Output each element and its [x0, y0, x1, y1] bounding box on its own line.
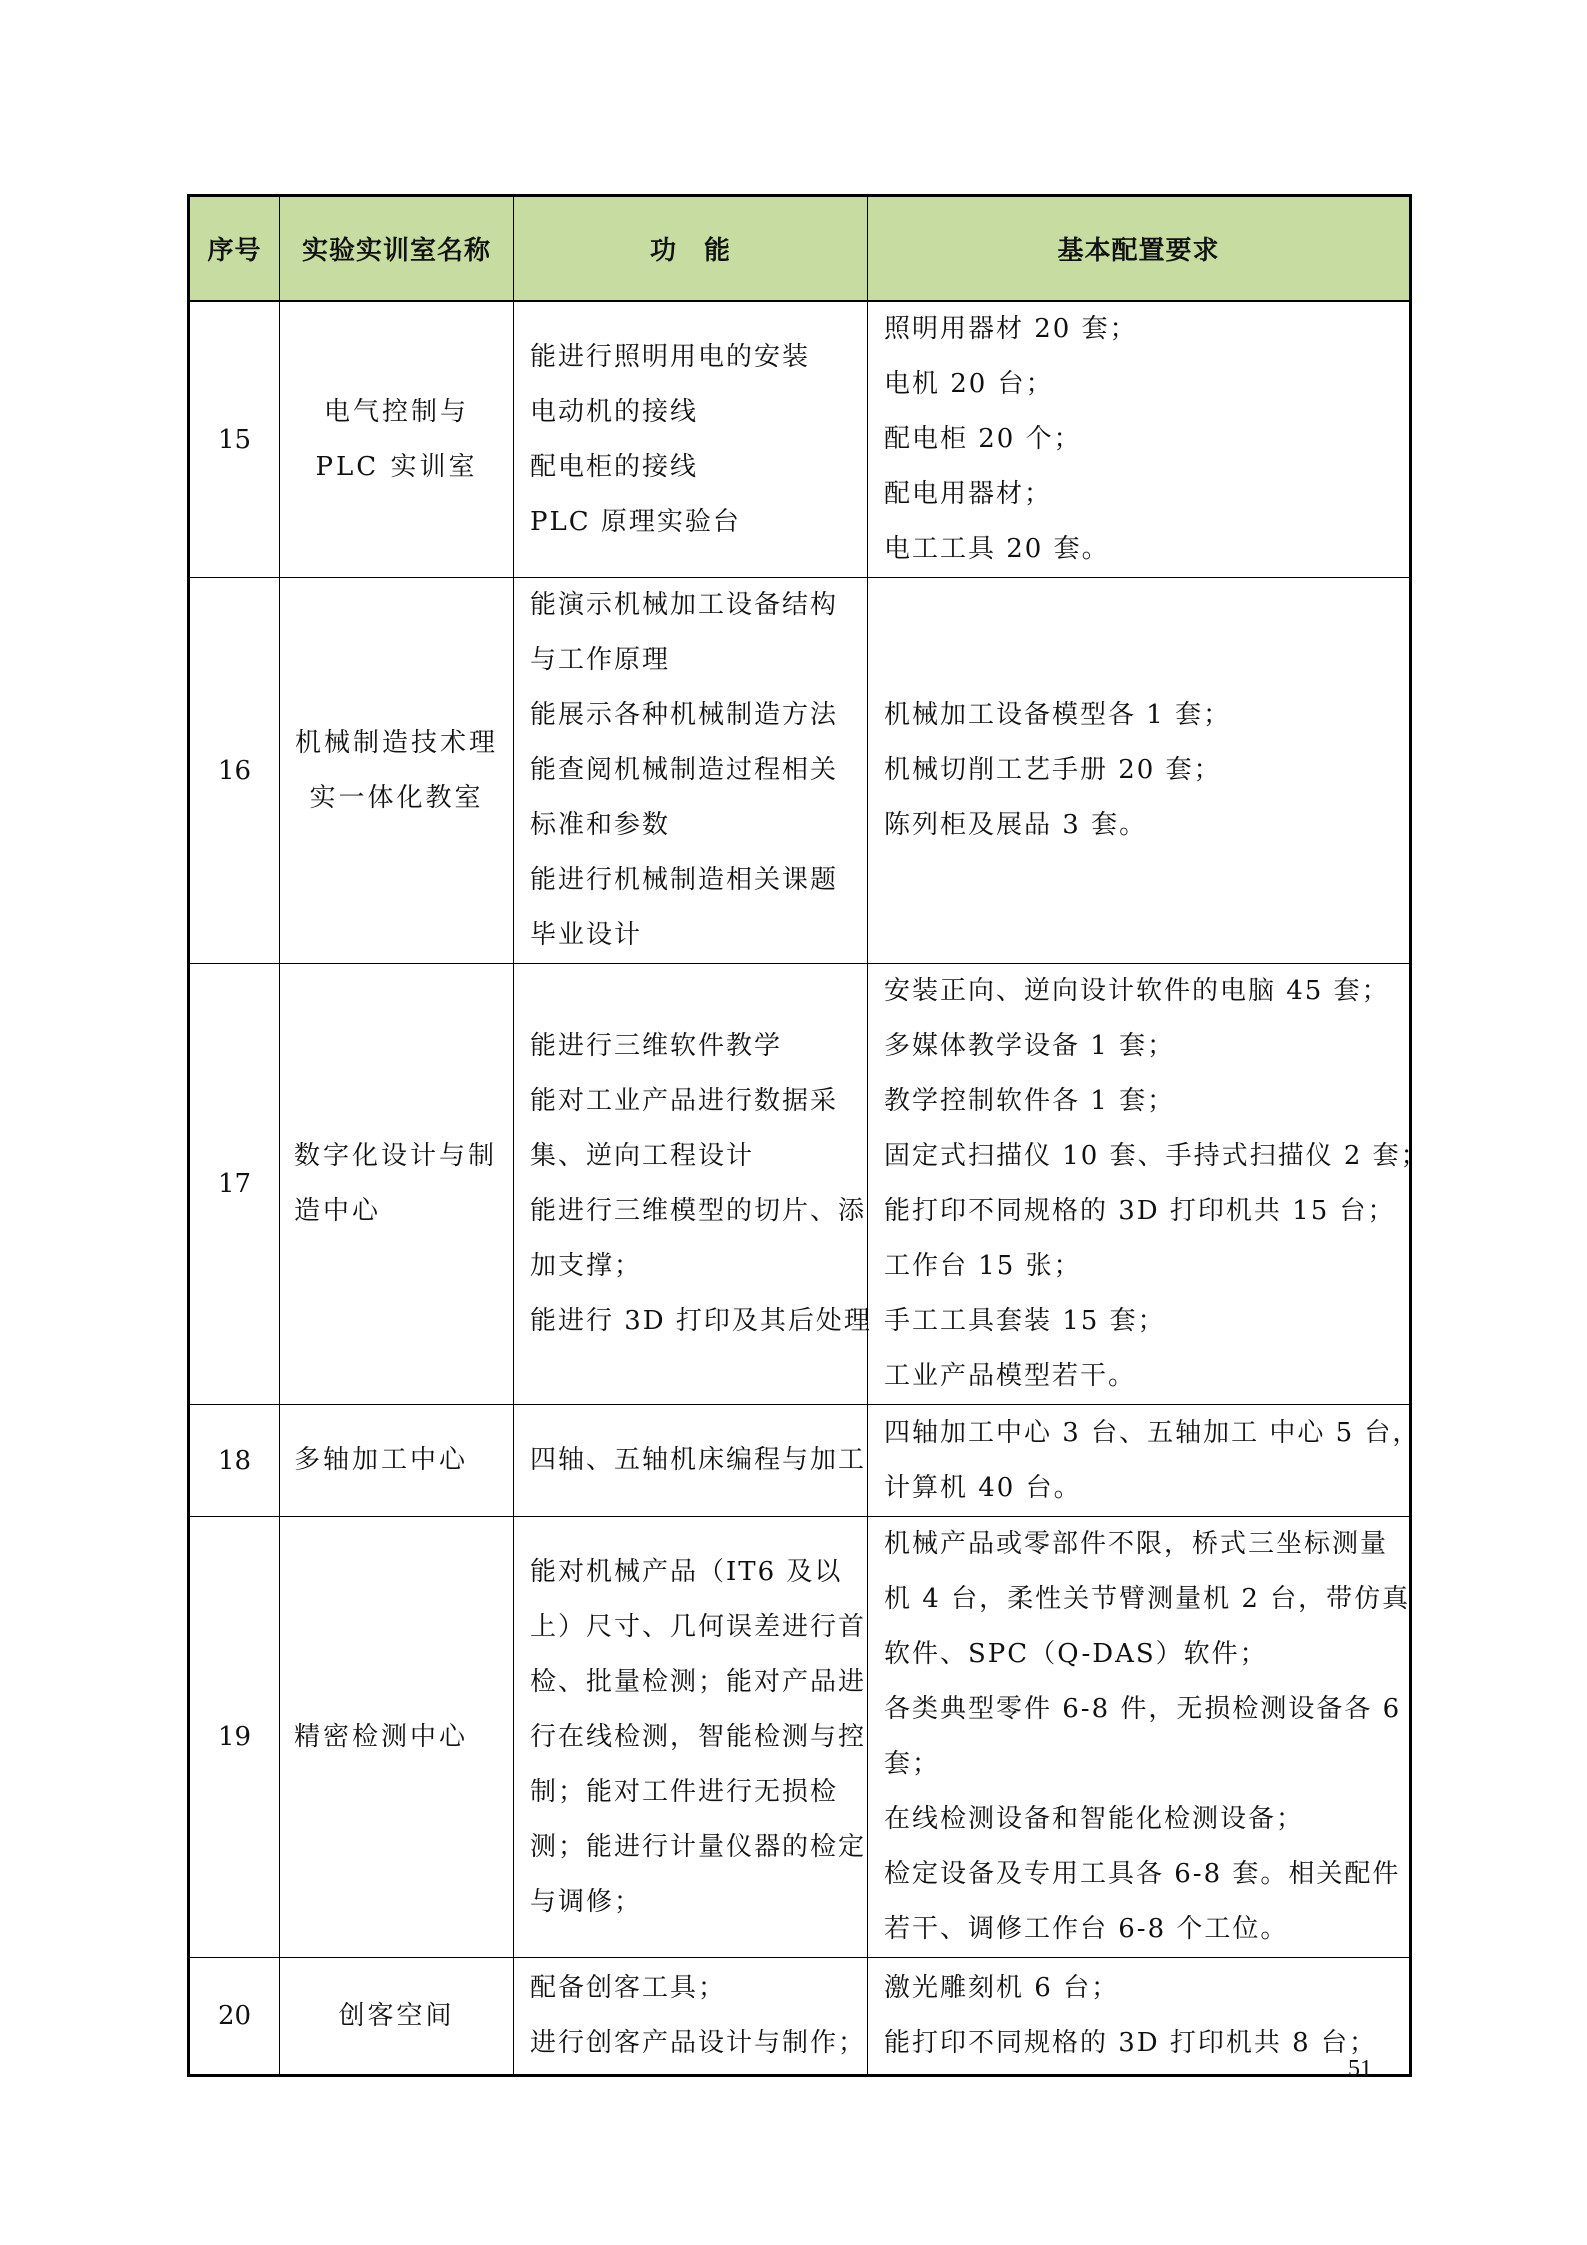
function-line: 能进行机械制造相关课题	[530, 865, 839, 895]
function-line: 与调修；	[530, 1886, 643, 1917]
function-line: 能对机械产品（IT6 及以	[530, 1556, 843, 1587]
requirement-line: 安装正向、逆向设计软件的电脑 45 套；	[884, 976, 1390, 1006]
function-line: 测；能进行计量仪器的检定	[530, 1831, 867, 1862]
function-line: 集、逆向工程设计	[530, 1141, 755, 1171]
lab-name-line: 实一体化教室	[309, 782, 484, 813]
lab-requirements	[868, 578, 1411, 964]
lab-requirements	[868, 1405, 1421, 1517]
header-name: 实验实训室名称	[280, 196, 514, 302]
table-row	[189, 1405, 1411, 1517]
header-requirements: 基本配置要求	[868, 196, 1411, 302]
requirement-line: 照明用器材 20 套；	[884, 314, 1138, 344]
requirement-line: 电工工具 20 套。	[884, 534, 1110, 564]
table-header-row	[189, 196, 1411, 302]
function-line: 加支撑；	[530, 1251, 643, 1281]
requirement-line: 多媒体教学设备 1 套；	[884, 1031, 1176, 1061]
lab-name-line: 电气控制与	[323, 396, 469, 427]
function-line: 能进行三维模型的切片、添	[530, 1196, 867, 1226]
lab-name	[280, 1517, 514, 1958]
row-number: 15	[189, 301, 280, 578]
header-function: 功 能	[514, 196, 868, 302]
lab-name-line: 创客空间	[338, 2000, 455, 2031]
function-line: 能进行照明用电的安装	[530, 341, 811, 372]
function-line: 进行创客产品设计与制作；	[530, 2028, 867, 2058]
requirement-line: 四轴加工中心 3 台、五轴加工 中心 5 台，	[884, 1417, 1421, 1448]
lab-name	[280, 1958, 514, 2076]
requirement-line: 教学控制软件各 1 套；	[884, 1086, 1176, 1116]
table-row	[189, 964, 1411, 1405]
lab-function	[514, 578, 868, 964]
row-number: 17	[189, 964, 280, 1405]
requirement-line: 检定设备及专用工具各 6-8 套。相关配件	[884, 1859, 1401, 1889]
requirement-line: 激光雕刻机 6 台；	[884, 1973, 1120, 2003]
header-no: 序号	[189, 196, 280, 302]
row-number: 18	[189, 1405, 280, 1517]
row-number: 19	[189, 1517, 280, 1958]
lab-requirements	[868, 301, 1411, 578]
page-number: 51	[1348, 2056, 1372, 2082]
lab-config-table	[187, 194, 1429, 2077]
function-line: 能进行三维软件教学	[530, 1031, 783, 1061]
function-line: 制；能对工件进行无损检	[530, 1776, 839, 1807]
requirement-line: 电机 20 台；	[884, 369, 1054, 399]
function-line: 与工作原理	[530, 645, 671, 675]
function-line: PLC 原理实验台	[530, 506, 741, 537]
requirement-line: 配电柜 20 个；	[884, 424, 1082, 454]
lab-function	[514, 1517, 868, 1958]
requirement-line: 固定式扫描仪 10 套、手持式扫描仪 2 套；	[884, 1141, 1429, 1171]
lab-function	[514, 964, 872, 1405]
lab-name	[280, 578, 514, 964]
function-line: 电动机的接线	[530, 396, 699, 427]
row-number: 20	[189, 1958, 280, 2076]
table-row	[189, 1517, 1411, 1958]
requirement-line: 在线检测设备和智能化检测设备；	[884, 1804, 1305, 1834]
lab-name	[280, 301, 514, 578]
function-line: 检、批量检测；能对产品进	[530, 1666, 867, 1697]
requirement-line: 机械切削工艺手册 20 套；	[884, 755, 1222, 785]
table-row	[189, 301, 1411, 578]
function-line: 能查阅机械制造过程相关	[530, 755, 839, 785]
requirement-line: 机械加工设备模型各 1 套；	[884, 700, 1232, 730]
requirement-line: 工业产品模型若干。	[884, 1361, 1137, 1391]
lab-name	[280, 964, 514, 1405]
requirement-line: 陈列柜及展品 3 套。	[884, 810, 1148, 840]
lab-requirements	[868, 964, 1429, 1405]
lab-name-line: 造中心	[294, 1196, 382, 1226]
requirement-line: 机 4 台，柔性关节臂测量机 2 台，带仿真	[884, 1584, 1411, 1614]
requirement-line: 配电用器材；	[884, 479, 1053, 509]
lab-requirements	[868, 1958, 1411, 2076]
function-line: 行在线检测，智能检测与控	[530, 1721, 867, 1752]
lab-name-line: 数字化设计与制	[294, 1141, 498, 1171]
requirement-line: 手工工具套装 15 套；	[884, 1306, 1166, 1336]
requirement-line: 软件、SPC（Q-DAS）软件；	[884, 1639, 1268, 1669]
requirement-line: 能打印不同规格的 3D 打印机共 8 台；	[884, 2028, 1377, 2058]
requirement-line: 若干、调修工作台 6-8 个工位。	[884, 1914, 1289, 1944]
requirement-line: 能打印不同规格的 3D 打印机共 15 台；	[884, 1196, 1396, 1226]
function-line: 配备创客工具；	[530, 1973, 727, 2003]
function-line: 上）尺寸、几何误差进行首	[530, 1611, 867, 1642]
function-line: 能展示各种机械制造方法	[530, 700, 839, 730]
function-line: 毕业设计	[530, 920, 643, 950]
requirement-line: 机械产品或零部件不限，桥式三坐标测量	[884, 1529, 1389, 1559]
lab-name-line: 精密检测中心	[294, 1721, 469, 1752]
table-row	[189, 578, 1411, 964]
lab-function	[514, 301, 868, 578]
requirement-line: 工作台 15 张；	[884, 1251, 1082, 1281]
requirement-line: 各类典型零件 6-8 件，无损检测设备各 6	[884, 1694, 1402, 1724]
lab-function	[514, 1958, 868, 2076]
lab-name-line: 多轴加工中心	[294, 1445, 469, 1475]
function-line: 标准和参数	[530, 810, 671, 840]
lab-name-line: PLC 实训室	[315, 451, 478, 482]
table-row	[189, 1958, 1411, 2076]
function-line: 能演示机械加工设备结构	[530, 590, 839, 620]
requirement-line: 计算机 40 台。	[884, 1472, 1082, 1503]
function-line: 能进行 3D 打印及其后处理	[530, 1306, 872, 1336]
function-line: 四轴、五轴机床编程与加工	[530, 1445, 867, 1475]
lab-name-line: 机械制造技术理	[294, 727, 498, 758]
lab-function	[514, 1405, 868, 1517]
lab-name	[280, 1405, 514, 1517]
function-line: 能对工业产品进行数据采	[530, 1086, 839, 1116]
function-line: 配电柜的接线	[530, 451, 699, 482]
row-number: 16	[189, 578, 280, 964]
requirement-line: 套；	[884, 1749, 941, 1779]
lab-requirements	[868, 1517, 1411, 1958]
